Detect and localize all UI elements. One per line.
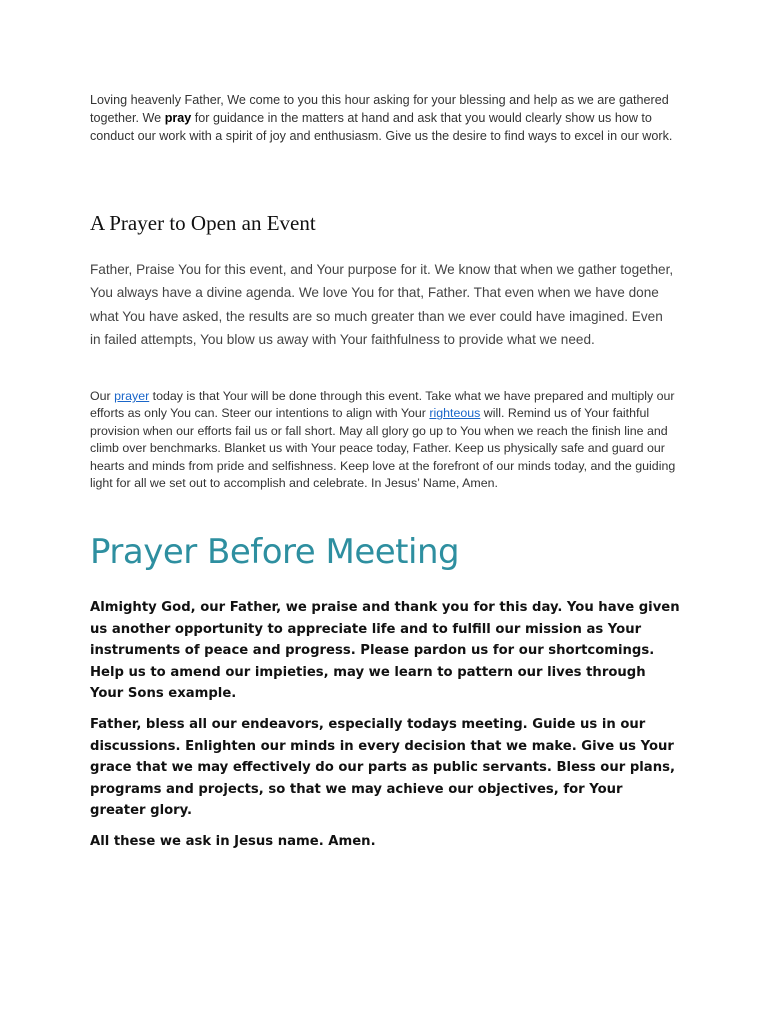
event-paragraph: Father, Praise You for this event, and Your purpose for it. We know that when we gather together, You always have a divine agenda. We love You for that, Father. That even when we have done what You have asked, the results are so much greater than we ever could have imagined. Even in failed attempts, You blow us away with Your faithfulness to provide what we need. [90, 262, 674, 347]
our-prayer-text-2: today is that Your will be done through this event. Take what we have prepared and multiply our efforts as only You can. Steer our intentions to align with Your [90, 389, 675, 421]
meeting-paragraph-3: All these we ask in Jesus name. Amen. [90, 833, 376, 849]
intro-paragraph [90, 91, 680, 145]
our-prayer-paragraph [90, 388, 682, 492]
meeting-paragraph-1: Almighty God, our Father, we praise and thank you for this day. You have given us another opportunity to appreciate life and to fulfill our mission as Your instruments of peace and progress. Please pardon us for our shortcomings. Help us to amend our impieties, may we learn to pattern our lives through Your Sons example. [90, 600, 680, 702]
our-prayer-text-1: Our [90, 389, 115, 403]
meeting-body [90, 597, 682, 862]
prayer-link[interactable]: prayer [114, 389, 150, 403]
righteous-link[interactable]: righteous [429, 406, 481, 421]
our-prayer-text-3: will. Remind us of Your faithful provision when our efforts fail us or fall short. May all glory go up to You when we reach the finish line and climb over benchmarks. Blanket us with Your peace today, Father. Keep us physically safe and guard our hearts and minds from pride and selfishness. Keep love at the forefront of our minds today, and the guiding light for all we set out to accomplish and celebrate. In Jesus’ Name, Amen. [90, 406, 676, 491]
meeting-heading: Prayer Before Meeting [90, 532, 460, 572]
intro-text-start: Loving heavenly Father, We come to you this hour asking for your blessing and help as we are gathered together. We [90, 93, 669, 125]
intro-bold-word: pray [164, 111, 192, 125]
intro-text-end: for guidance in the matters at hand and ask that you would clearly show us how to conduct our work with a spirit of joy and enthusiasm. Give us the desire to find ways to excel in our work. [90, 111, 673, 143]
event-heading: A Prayer to Open an Event [90, 211, 316, 235]
meeting-paragraph-2: Father, bless all our endeavors, especially todays meeting. Guide us in our discussions. Enlighten our minds in every decision that we make. Give us Your grace that we may effectively do our parts as public servants. Bless our plans, programs and projects, so that we may achieve our objectives, for Your greater glory. [90, 716, 675, 819]
